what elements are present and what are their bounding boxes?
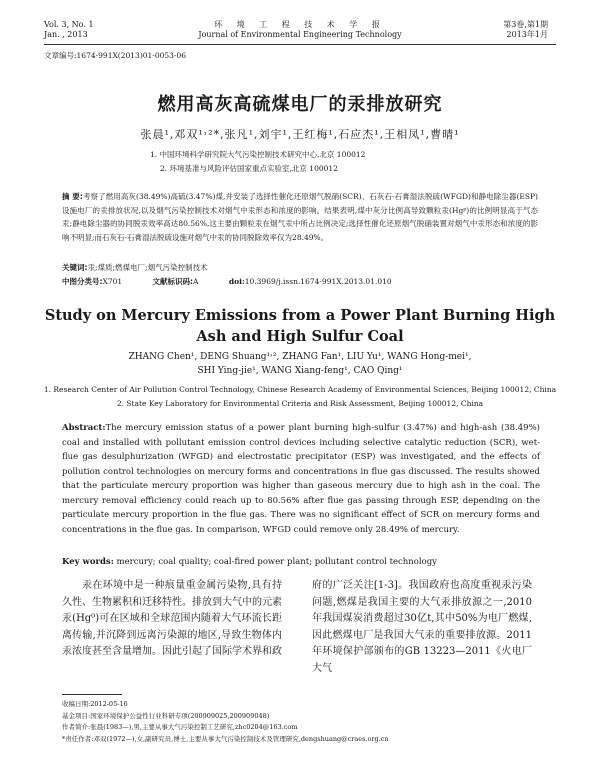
abstract-english-text: The mercury emission status of a power plant burning high-sulfur (3.47%) and high-ash (38.49%) coal and installed with pollutant emission control devices including selective catalytic reduction (SCR), wet-flue gas desulphurization (WFGD) and electrostatic precipitator (ESP) was investigated, and the effects of pollution control technologies on mercury forms and concentrations in flue gas discussed. The results showed that the particulate mercury proportion was higher than gaseous mercury due to high ash in the coal. The mercury removal efficiency could reach up to 80.56% after flue gas passing through ESP, depending on the particulate mercury proportion in the flue gas. There was no significant effect of SCR on mercury forms and concentrations in the flue gas. In comparison, WFGD could remove only 28.49% of mercury. xyxy=(62,423,540,535)
keywords-english-label: Key words: xyxy=(62,557,114,567)
keywords-english-text: mercury; coal quality; coal-fired power plant; pollutant control technology xyxy=(116,557,437,567)
article-number: 文章编号:1674-991X(2013)01-0053-06 xyxy=(44,51,186,60)
affiliation-chinese-1: 1. 中国环境科学研究院大气污染控制技术研究中心,北京 100012 xyxy=(150,150,366,159)
authors-english: ZHANG Chen¹, DENG Shuang¹˒², ZHANG Fan¹, LIU Yu¹, WANG Hong-mei¹, SHI Ying-jie¹, WANG Xiang-feng¹, CAO Qing¹ xyxy=(128,352,472,376)
document-code: 文献标识码:A xyxy=(152,277,199,286)
authors-chinese: 张晨¹,邓双¹˒²*,张凡¹,刘宇¹,王红梅¹,石应杰¹,王相凤¹,曹晴¹ xyxy=(140,128,460,141)
keywords-chinese xyxy=(62,262,538,273)
footnote-received: 收稿日期:2012-05-16 xyxy=(62,700,128,708)
title-chinese: 燃用高灰高硫煤电厂的汞排放研究 xyxy=(157,94,443,115)
doi: doi:10.3969/j.issn.1674-991X.2013.01.010 xyxy=(228,277,392,286)
header-journal-name: 环 境 工 程 技 术 学 报 Journal of Environmental Engineering Technology xyxy=(198,20,402,39)
abstract-english xyxy=(62,421,540,537)
body-column-right: 府的广泛关注[1-3]。我国政府也高度重视汞污染问题,燃煤是我国主要的大气汞排放源之一,2010年我国煤炭消费超过30亿t,其中50%为电厂燃煤,因此燃煤电厂是我国大气汞的重要排放源。2011年环境保护部颁布的GB 13223—2011《火电厂大气 xyxy=(312,580,532,674)
footnote-corresponding: *责任作者:邓双(1972—),女,副研究员,博士,主要从事大气污染控制技术及管理研究,dengshuang@craes.org.cn xyxy=(62,734,389,743)
header-divider xyxy=(44,44,556,45)
keywords-chinese-label: 关键词: xyxy=(62,263,88,272)
affiliation-english-2: 2. State Key Laboratory for Environmental Criteria and Risk Assessment, Beijing 100012, China xyxy=(116,399,484,408)
keywords-english xyxy=(62,557,540,567)
abstract-chinese xyxy=(62,190,538,244)
abstract-chinese-text: 考察了燃用高灰(38.49%)高硫(3.47%)煤,并安装了选择性催化还原烟气脱硝(SCR)、石灰石-石膏湿法脱硫(WFGD)和静电除尘器(ESP)设施电厂的汞排放状况,以及烟气污染控制技术对烟气中汞形态和浓度的影响。结果表明,煤中灰分比例高导致颗粒汞(Hgᵖ)的比例明显高于气态汞;静电除尘器的协同脱汞效率高达80.56%,这主要由颗粒汞在烟气汞中所占比例决定;选择性催化还原烟气脱硝装置对烟气中汞形态和浓度的影响不明显;而石灰石-石膏湿法脱硫设施对烟气中汞的协同脱除效率仅为28.49%。 xyxy=(62,192,538,242)
affiliation-english-1: 1. Research Center of Air Pollution Control Technology, Chinese Research Academy of Environmental Sciences, Beijing 100012, China xyxy=(43,385,557,394)
footnote-funding: 基金项目:国家环境保护公益性行业科研专项(200909025,200909048) xyxy=(62,711,270,720)
classification-row xyxy=(62,276,538,287)
body-column-left: 汞在环境中是一种痕量重金属污染物,具有持久性、生物累积和迁移特性。排放到大气中的元素汞(Hg⁰)可在区域和全球范围内随着大气环流长距离传输,并沉降到远离污染源的地区,导致生物体内汞浓度甚至含量增加。因此引起了国际学术界和政 xyxy=(62,580,282,657)
abstract-chinese-label: 摘 要: xyxy=(62,192,83,201)
footnote-author: 作者简介:张晨(1983—),男,主要从事大气污染控制工艺研究,zhc0204@163.com xyxy=(62,723,298,731)
abstract-english-label: Abstract: xyxy=(62,423,106,433)
footnote-divider xyxy=(62,694,122,695)
keywords-chinese-text: 汞;煤质;燃煤电厂;烟气污染控制技术 xyxy=(87,263,208,272)
title-english: Study on Mercury Emissions from a Power Plant Burning High Ash and High Sulfur Coal xyxy=(44,307,556,345)
footnotes xyxy=(62,699,540,745)
header-issue: 第3卷,第1期 2013年1月 xyxy=(503,20,548,39)
clc-number: 中图分类号:X701 xyxy=(62,277,123,286)
header-volume: Vol. 3, No. 1 Jan. , 2013 xyxy=(44,20,94,39)
affiliation-chinese-2: 2. 环境基准与风险评估国家重点实验室,北京 100012 xyxy=(160,164,338,173)
